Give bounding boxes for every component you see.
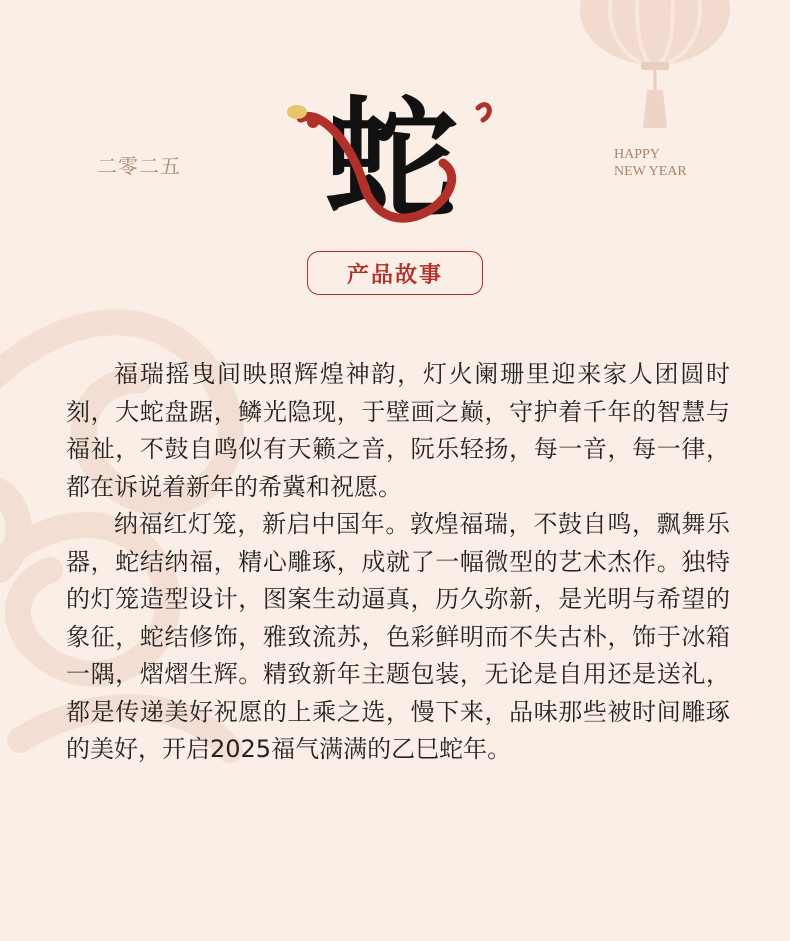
- logo-character: 蛇: [325, 88, 457, 228]
- happy-line-1: HAPPY: [614, 147, 660, 162]
- happy-line-2: NEW YEAR: [614, 164, 687, 179]
- happy-new-year-text: [614, 146, 687, 180]
- lantern-decoration: [575, 0, 735, 140]
- product-story-article: [66, 356, 730, 769]
- product-story-badge: 产品故事: [307, 251, 483, 295]
- article-paragraph-1: 福瑞摇曳间映照辉煌神韵，灯火阑珊里迎来家人团圆时刻，大蛇盘踞，鳞光隐现，于壁画之巅，守护着千年的智慧与福祉，不鼓自鸣似有天籁之音，阮乐轻扬，每一音，每一律，都在诉说着新年的希冀和祝愿。: [66, 360, 730, 501]
- article-paragraph-2: 纳福红灯笼，新启中国年。敦煌福瑞，不鼓自鸣，飘舞乐器，蛇结纳福，精心雕琢，成就了一幅微型的艺术杰作。独特的灯笼造型设计，图案生动逼真，历久弥新，是光明与希望的象征，蛇结修饰，雅致流苏，色彩鲜明而不失古朴，饰于冰箱一隅，熠熠生辉。精致新年主题包装，无论是自用还是送礼，都是传递美好祝愿的上乘之选，慢下来，品味那些被时间雕琢的美好，开启2025福气满满的乙巳蛇年。: [66, 510, 730, 763]
- year-text: 二零二五: [97, 154, 181, 178]
- snake-calligraphy-logo: [283, 88, 498, 228]
